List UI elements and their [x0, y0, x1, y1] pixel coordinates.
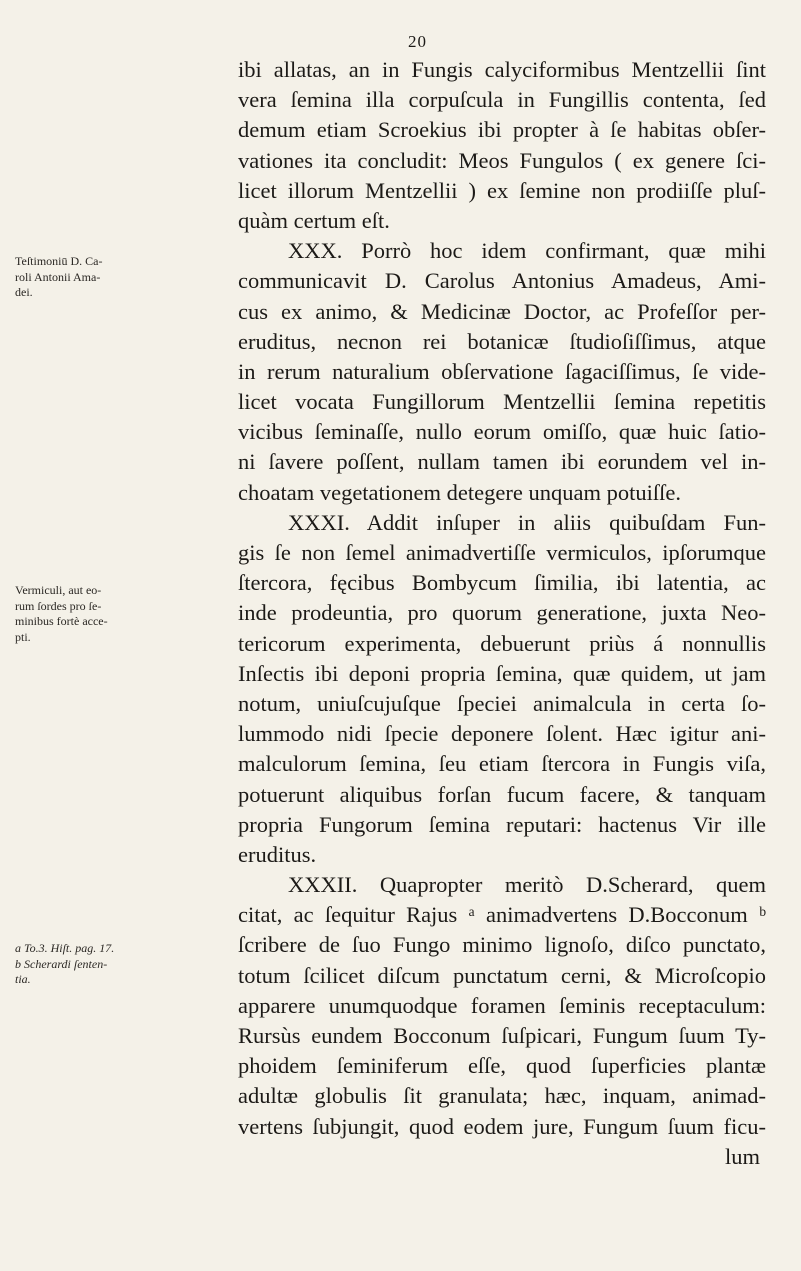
margin-note-line: Teſtimoniū D. Ca- — [15, 254, 103, 268]
text-line: ni ſavere poſſent, nullam tamen ibi eorundem vel in- — [238, 449, 766, 475]
text-line: adultæ globulis ſit granulata; hæc, inquam, animad- — [238, 1083, 766, 1109]
margin-note-line: rum ſordes pro ſe- — [15, 598, 102, 613]
text-line: communicavit D. Carolus Antonius Amadeus, Ami- — [238, 268, 766, 294]
text-line: tericorum experimenta, debuerunt priùs á nonnullis — [238, 630, 766, 656]
text-line: totum ſcilicet diſcum punctatum cerni, & Microſcopio — [238, 962, 766, 988]
text-line: inde prodeuntia, pro quorum generatione, juxta Neo- — [238, 600, 766, 626]
text-line: licet illorum Mentzellii ) ex ſemine non prodiiſſe pluſ- — [238, 177, 766, 203]
text-line: vationes ita concludit: Meos Fungulos ( ex genere ſci- — [238, 147, 766, 173]
text-line: ſcribere de ſuo Fungo minimo lignoſo, diſco punctato, — [238, 932, 766, 958]
margin-note-vermiculi — [15, 583, 108, 645]
margin-note-line: Vermiculi, aut eo- — [15, 583, 102, 597]
text-line: vicibus ſeminaſſe, nullo eorum omiſſo, quæ huic ſatio- — [238, 419, 766, 445]
text-line: vera ſemina illa corpuſcula in Fungillis contenta, ſed — [238, 87, 766, 113]
section-heading-xxx: XXX. Porrò hoc idem confirmant, quæ mihi — [288, 238, 766, 264]
text-line: vertens ſubjungit, quod eodem jure, Fungum ſuum ficu- — [238, 1113, 766, 1139]
footnote-a: a To.3. Hiſt. pag. 17. — [15, 941, 115, 955]
text-line: malculorum ſemina, ſeu etiam ſtercora in Fungis viſa, — [238, 751, 766, 777]
page-number: 20 — [408, 32, 427, 51]
text-line: citat, ac ſequitur Rajus ᵃ animadvertens D.Bocconum ᵇ — [238, 902, 766, 928]
text-line: Rursùs eundem Bocconum ſuſpicari, Fungum ſuum Ty- — [238, 1023, 766, 1048]
text-line: propria Fungorum ſemina reputari: hactenus Vir ille — [238, 811, 766, 837]
text-line: apparere unumquodque foramen ſeminis receptaculum: — [238, 992, 766, 1018]
text-line: ibi allatas, an in Fungis calyciformibus Mentzellii ſint — [238, 57, 766, 82]
text-line: choatam vegetationem detegere unquam potuiſſe. — [238, 479, 681, 505]
margin-note-references — [15, 941, 114, 988]
margin-note-line: minibus fortè acce- — [15, 614, 108, 628]
margin-note-line: roli Antonii Ama- — [15, 269, 101, 284]
text-line: Inſectis ibi deponi propria ſemina, quæ quidem, ut jam — [238, 660, 766, 686]
body-text — [238, 55, 766, 1172]
section-heading-xxxii: XXXII. Quapropter meritò D.Scherard, quem — [288, 872, 766, 898]
margin-note-testimonium — [15, 254, 102, 301]
text-line: cus ex animo, & Medicinæ Doctor, ac Profeſſor per- — [238, 298, 766, 324]
text-line: demum etiam Scroekius ibi propter à ſe habitas obſer- — [238, 117, 766, 143]
text-line: eruditus. — [238, 841, 317, 867]
text-line: lum — [724, 1143, 760, 1169]
text-line: potuerunt aliquibus forſan fucum facere, & tanquam — [238, 781, 766, 807]
text-line: lummodo nidi ſpecie deponere ſolent. Hæc igitur ani- — [238, 721, 766, 747]
margin-note-line: pti. — [15, 629, 31, 644]
text-line: eruditus, necnon rei botanicæ ſtudioſiſſimus, atque — [238, 328, 766, 354]
text-line: notum, uniuſcujuſque ſpeciei animalcula in certa ſo- — [238, 690, 766, 716]
section-heading-xxxi: XXXI. Addit inſuper in aliis quibuſdam Fun- — [288, 509, 766, 535]
text-line: gis ſe non ſemel animadvertiſſe vermiculos, ipſorumque — [238, 540, 766, 565]
text-line: quàm certum eſt. — [238, 207, 390, 233]
text-line: ſtercora, fęcibus Bombycum ſimilia, ibi latentia, ac — [238, 570, 766, 596]
text-line: in rerum naturalium obſervatione ſagaciſſimus, ſe vide- — [238, 358, 766, 384]
margin-note-line: tia. — [15, 972, 31, 986]
footnote-b: b Scherardi ſenten- — [15, 956, 108, 971]
margin-note-line: dei. — [15, 285, 33, 299]
text-line: licet vocata Fungillorum Mentzellii ſemina repetitis — [238, 389, 766, 415]
text-line: phoidem ſeminiferum eſſe, quod ſuperficies plantæ — [238, 1053, 766, 1079]
